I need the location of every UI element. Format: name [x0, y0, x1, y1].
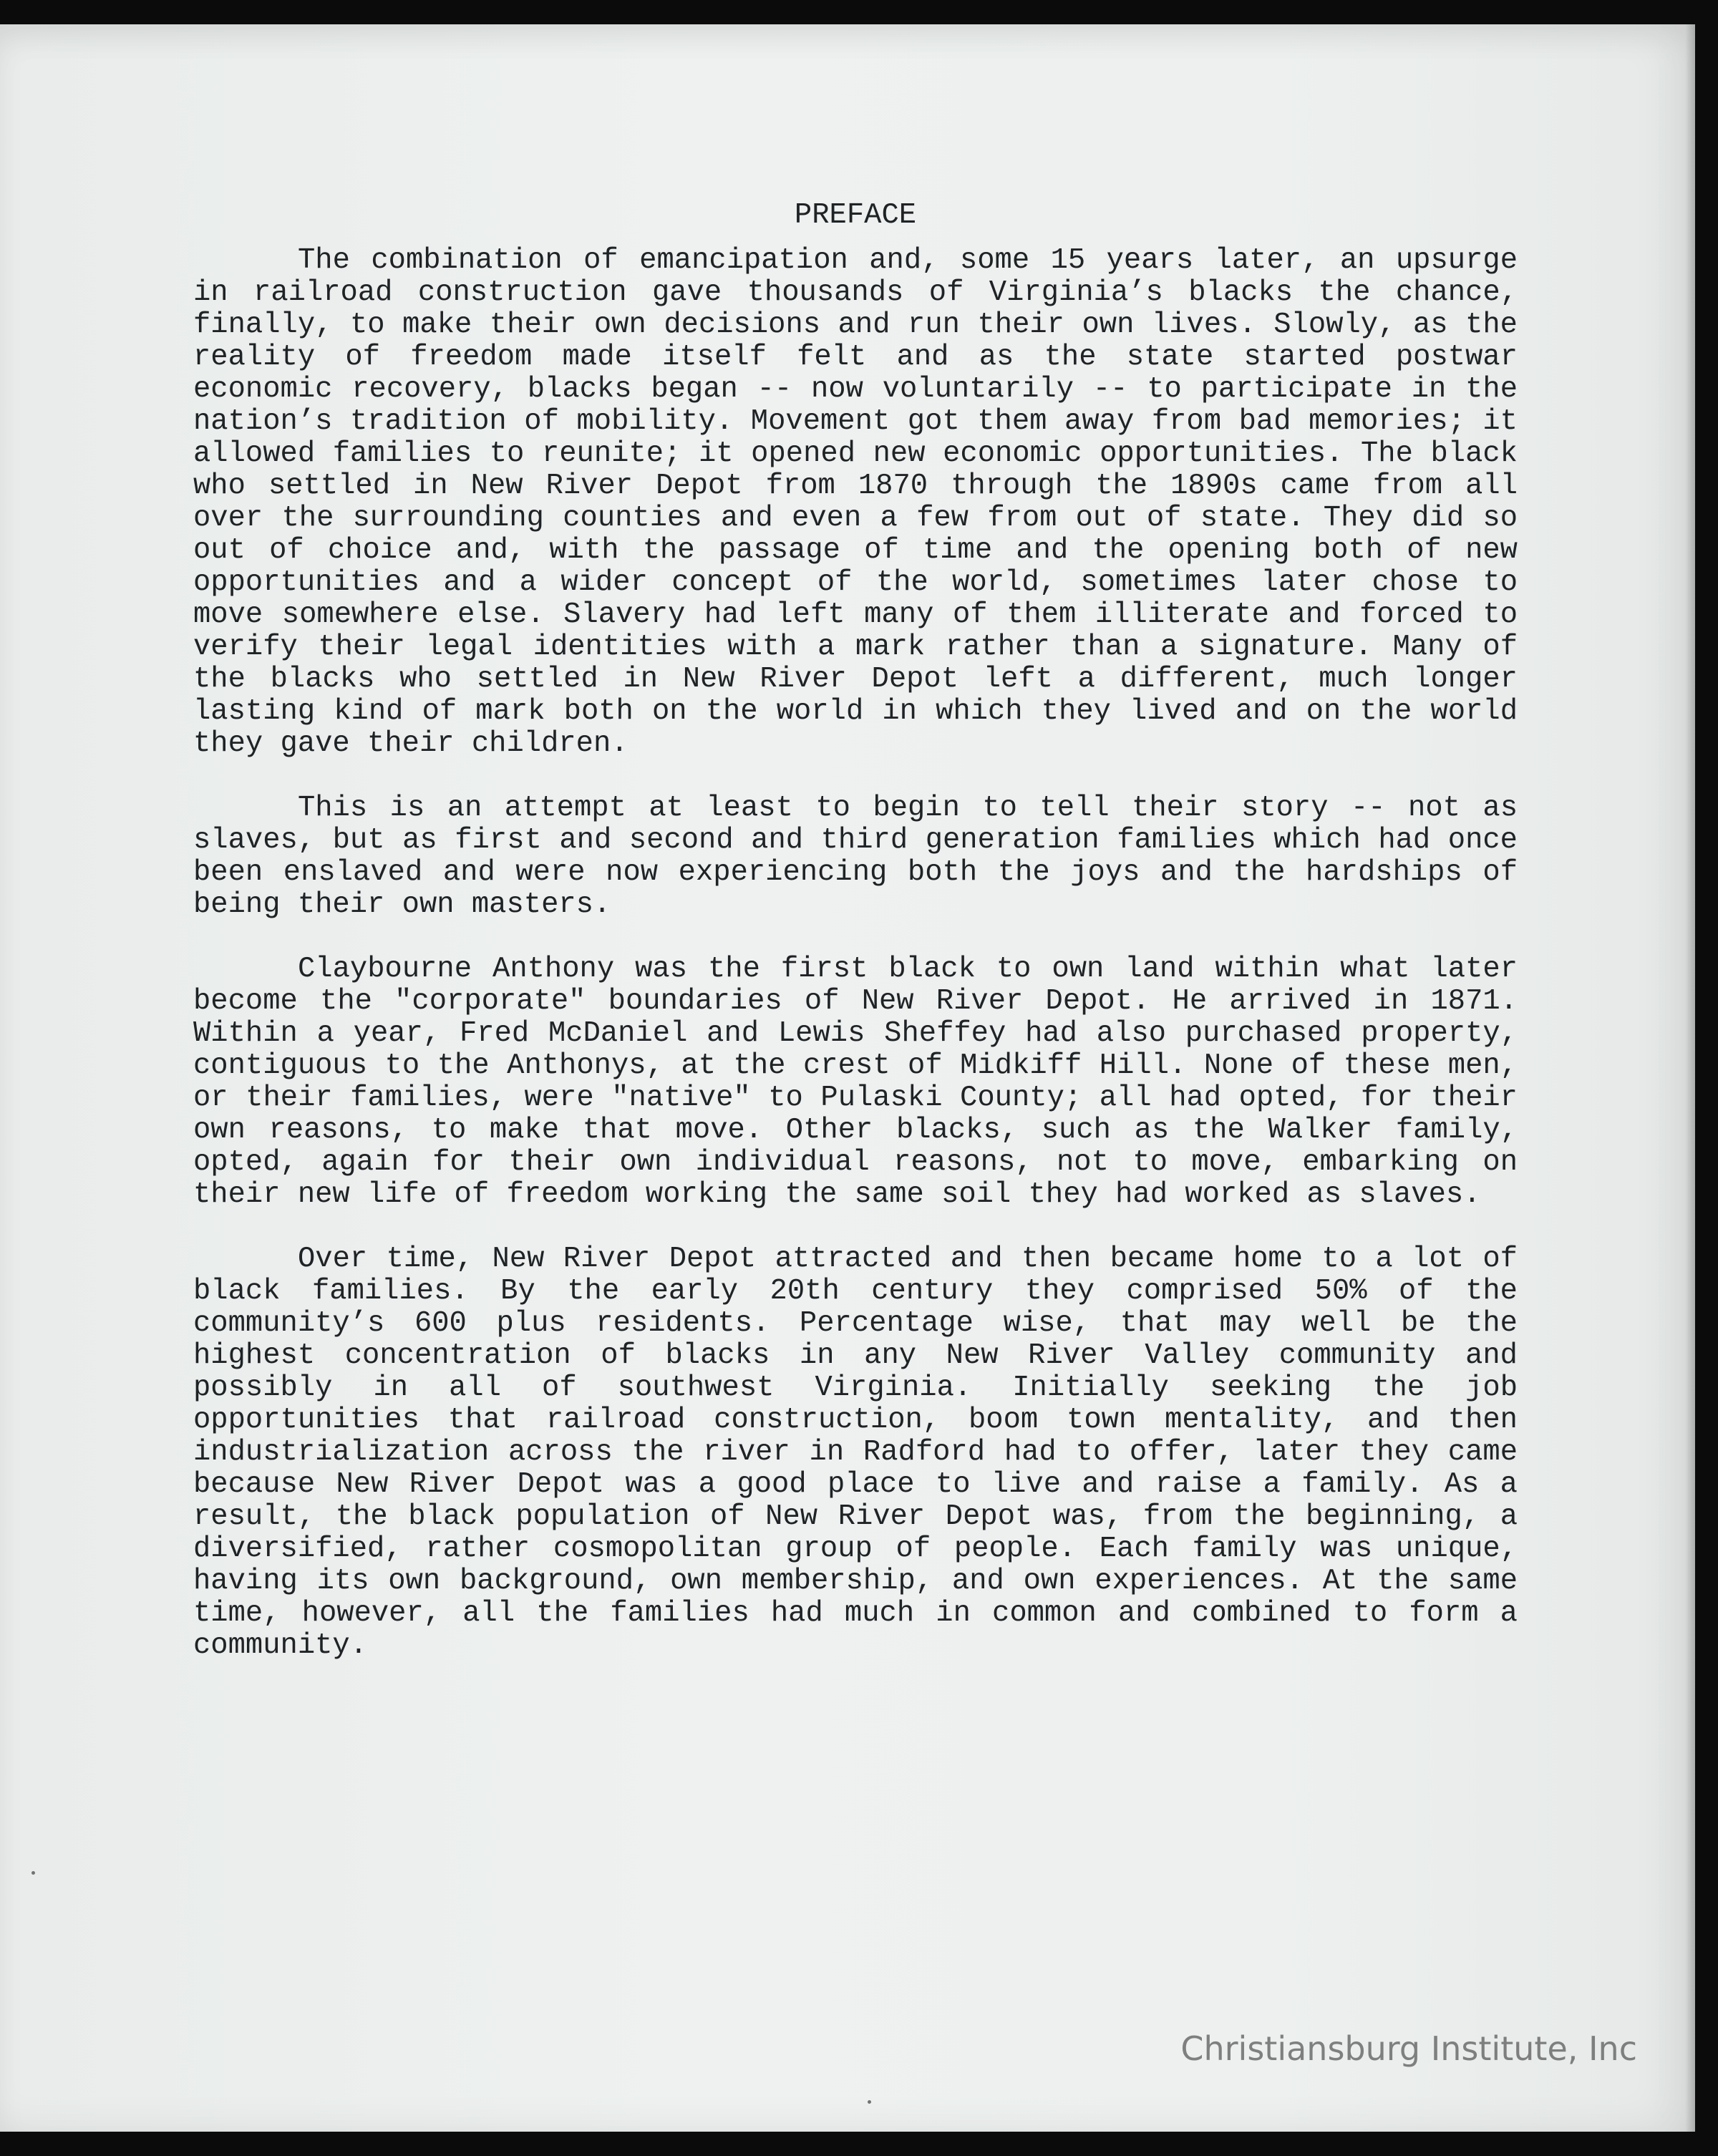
- document-body: [193, 200, 1518, 1662]
- page-title: PREFACE: [794, 199, 917, 232]
- watermark-text: Christiansburg Institute, Inc: [1180, 2029, 1637, 2068]
- paper-edge-shadow: [1685, 24, 1695, 2132]
- paragraph-3: Claybourne Anthony was the first black to own land within what later become the "corporate" boundaries of New River Depot. He arrived in 1871. Within a year, Fred McDaniel and Lewis Sheffey had also purchased property, contiguous to the Anthonys, at the crest of Midkiff Hill. None of these men, or their families, were "native" to Pulaski County; all had opted, for their own reasons, to make that move. Other blacks, such as the Walker family, opted, again for their own individual reasons, not to move, embarking on their new life of freedom working the same soil they had worked as slaves.: [193, 953, 1518, 1211]
- paragraph-4: Over time, New River Depot attracted and then became home to a lot of black families. By the early 20th century they comprised 50% of the community’s 600 plus residents. Percentage wise, that may well be the highest concentration of blacks in any New River Valley community and possibly in all of southwest Virginia. Initially seeking the job opportunities that railroad construction, boom town mentality, and then industrialization across the river in Radford had to offer, later they came because New River Depot was a good place to live and raise a family. As a result, the black population of New River Depot was, from the beginning, a diversified, rather cosmopolitan group of people. Each family was unique, having its own background, own membership, and own experiences. At the same time, however, all the families had much in common and combined to form a community.: [193, 1243, 1518, 1662]
- paper-speck: [31, 1871, 35, 1875]
- paper-speck: [868, 2100, 871, 2104]
- paragraph-1: The combination of emancipation and, some 15 years later, an upsurge in railroad construction gave thousands of Virginia’s blacks the chance, finally, to make their own decisions and run their own lives. Slowly, as the reality of freedom made itself felt and as the state started postwar economic recovery, blacks began -- now voluntarily -- to participate in the nation’s tradition of mobility. Movement got them away from bad memories; it allowed families to reunite; it opened new economic opportunities. The black who settled in New River Depot from 1870 through the 1890s came from all over the surrounding counties and even a few from out of state. They did so out of choice and, with the passage of time and the opening both of new opportunities and a wider concept of the world, sometimes later chose to move somewhere else. Slavery had left many of them illiterate and forced to verify their legal identities with a mark rather than a signature. Many of the blacks who settled in New River Depot left a different, much longer lasting kind of mark both on the world in which they lived and on the world they gave their children.: [193, 244, 1518, 760]
- paragraph-2: This is an attempt at least to begin to tell their story -- not as slaves, but as first and second and third generation families which had once been enslaved and were now experiencing both the joys and the hardships of being their own masters.: [193, 792, 1518, 921]
- paper-sheet: [0, 24, 1695, 2132]
